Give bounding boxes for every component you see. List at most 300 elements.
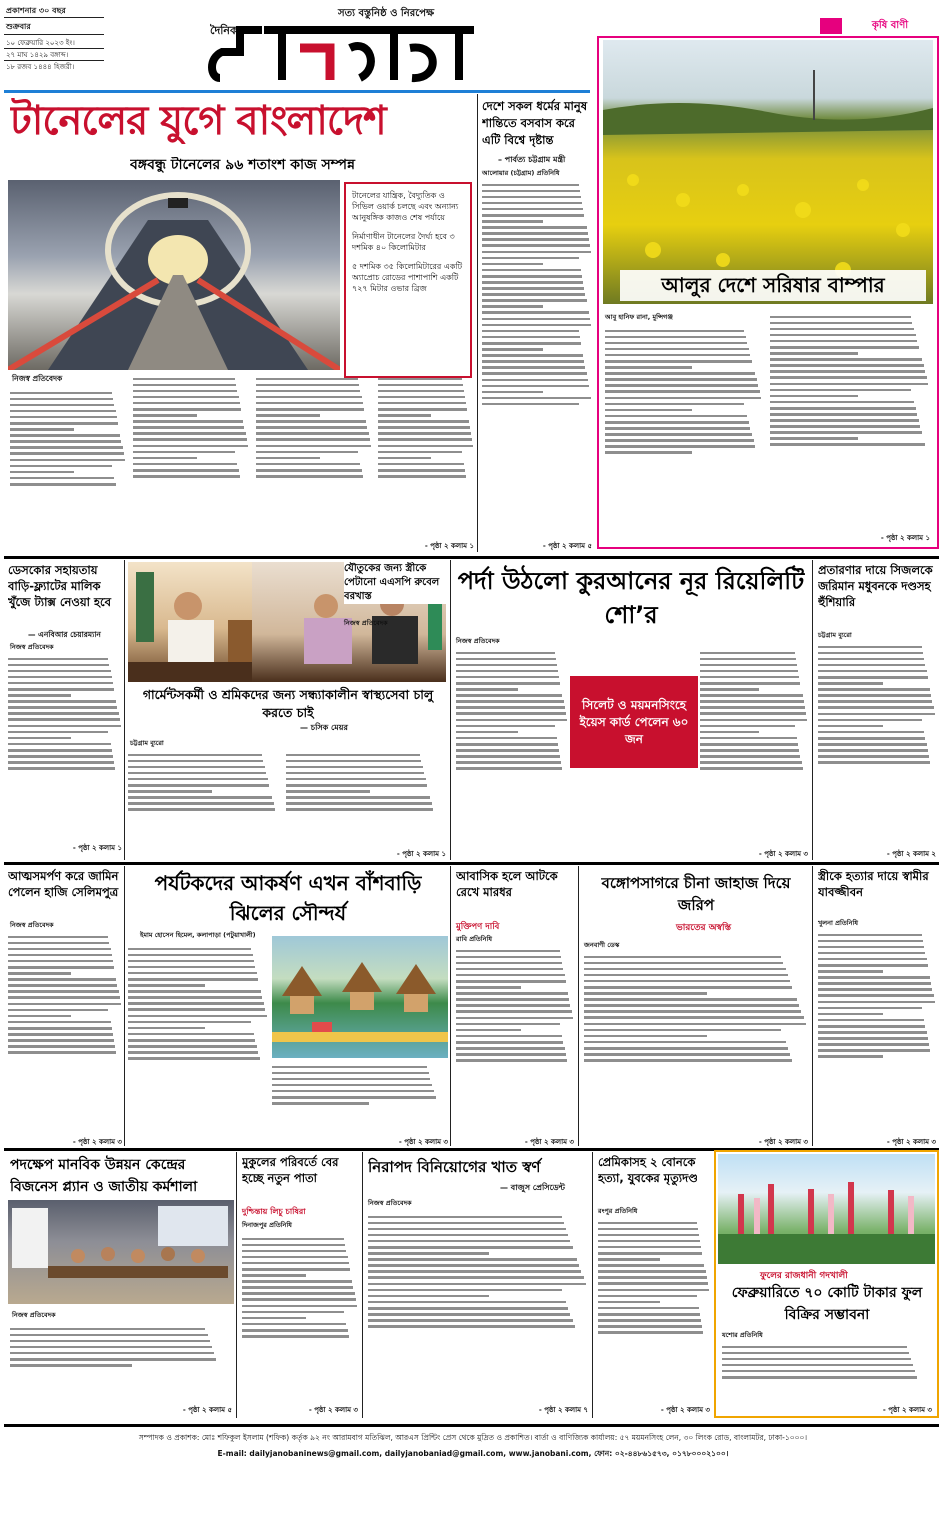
text-line [378, 438, 472, 441]
lead-body [133, 374, 249, 546]
text-line [770, 322, 912, 325]
text-line [8, 954, 112, 957]
text-line [456, 719, 567, 722]
text-line [242, 1262, 349, 1265]
workshop-photo [8, 1200, 234, 1304]
text-line [482, 299, 587, 302]
peace-headline: দেশে সকল ধর্মের মানুষ শান্তিতে বসবাস করে এটি বিশ্বে দৃষ্টান্ত [482, 99, 588, 147]
text-line [456, 731, 518, 734]
text-line [368, 1216, 562, 1219]
quran-box-text: সিলেট ও ময়মনসিংহে ইয়েস কার্ড পেলেন ৬০ জন [579, 697, 689, 746]
text-line [482, 311, 589, 314]
text-line [818, 658, 924, 661]
text-line [133, 457, 197, 460]
mukul-continued: - পৃষ্ঠা ২ কলাম ৩ [308, 1406, 358, 1414]
text-line [482, 372, 587, 375]
text-line [133, 402, 240, 405]
text-line [700, 652, 795, 655]
text-line [598, 1307, 699, 1310]
text-line [128, 990, 261, 993]
text-line [584, 1029, 781, 1032]
text-line [598, 1325, 702, 1328]
text-line [818, 1031, 927, 1034]
desco-byline: নিজস্ব প্রতিবেদক [10, 643, 54, 651]
text-line [8, 749, 112, 752]
text-line [456, 986, 521, 989]
ransom-sub: মুক্তিপণ দাবি [456, 922, 500, 932]
text-line [818, 1019, 924, 1022]
desco-continued: - পৃষ্ঠা ২ কলাম ১ [72, 844, 122, 852]
text-line [128, 784, 269, 787]
text-line [378, 451, 462, 454]
text-line [722, 1376, 917, 1379]
date-english: ১০ ফেব্রুয়ারি ২০২৩ ইং। [6, 39, 75, 47]
fine-byline: চট্টগ্রাম ব্যুরো [818, 631, 852, 639]
text-line [818, 652, 923, 655]
text-line [700, 755, 800, 758]
text-line [722, 1364, 913, 1367]
text-line [770, 425, 920, 428]
text-line [598, 1222, 697, 1225]
text-line [818, 1025, 925, 1028]
text-line [133, 445, 248, 448]
text-line [482, 342, 581, 345]
garments-source: — চসিক মেয়র [300, 723, 348, 732]
text-line [8, 725, 121, 728]
lead-headline: টানেলের যুগে বাংলাদেশ [10, 98, 386, 144]
text-line [256, 445, 371, 448]
text-line [456, 950, 560, 953]
text-line [584, 1023, 806, 1026]
text-line [8, 712, 119, 715]
fine-body [818, 642, 936, 842]
text-line [818, 670, 927, 673]
text-line [605, 390, 760, 393]
mukul-sub: দুশ্চিন্তায় লিচু চাষিরা [242, 1207, 306, 1216]
text-line [482, 257, 579, 260]
text-line [818, 713, 935, 716]
text-line [818, 706, 934, 709]
text-line [818, 940, 923, 943]
text-line [8, 990, 119, 993]
text-line [133, 390, 237, 393]
text-line [482, 324, 591, 327]
ransom-body [456, 946, 574, 1132]
text-line [770, 437, 858, 440]
text-line [584, 956, 781, 959]
text-line [818, 682, 883, 685]
text-line [818, 952, 925, 955]
text-line [133, 432, 246, 435]
text-line [818, 731, 924, 734]
text-line [584, 974, 788, 977]
text-line [368, 1289, 562, 1292]
mustard-headline: আলুর দেশে সরিষার বাম্পার [620, 270, 926, 301]
text-line [818, 976, 930, 979]
text-line [770, 352, 858, 355]
text-line [770, 389, 911, 392]
text-line [456, 761, 561, 764]
text-line [605, 342, 747, 345]
lake-resort-photo [272, 936, 448, 1058]
text-line [818, 700, 932, 703]
peace-source: – পার্বত্য চট্টগ্রাম মন্ত্রী [498, 155, 566, 164]
text-line [818, 994, 934, 997]
text-line [242, 1238, 344, 1241]
quran-byline: নিজস্ব প্রতিবেদক [456, 637, 500, 645]
text-line [8, 1015, 71, 1018]
text-line [128, 972, 257, 975]
lead-byline: নিজস্ব প্রতিবেদক [12, 374, 63, 383]
text-line [700, 676, 799, 679]
text-line [272, 1072, 429, 1075]
ransom-byline: রাবি প্রতিনিধি [456, 935, 493, 943]
text-line [133, 384, 236, 387]
text-line [700, 719, 807, 722]
text-line [722, 1352, 909, 1355]
tourism-body [128, 944, 268, 1132]
flower-byline: যশোর প্রতিনিধি [722, 1331, 763, 1339]
tourism-body [272, 1062, 448, 1132]
text-line [818, 970, 883, 973]
text-line [722, 1358, 911, 1361]
peace-byline: আলোয়ার (চট্টগ্রাম) প্রতিনিধি [482, 169, 560, 177]
gold-source: — বাজুস প্রেসিডেন্ট [500, 1183, 565, 1192]
text-line [700, 700, 804, 703]
text-line [286, 796, 430, 799]
text-line [128, 1051, 258, 1054]
text-line [272, 1096, 436, 1099]
text-line [368, 1234, 568, 1237]
text-line [10, 471, 74, 474]
text-line [700, 761, 802, 764]
text-line [456, 755, 560, 758]
text-line [133, 451, 235, 454]
text-line [378, 445, 473, 448]
quran-body [456, 648, 568, 842]
text-line [8, 1003, 121, 1006]
text-line [10, 1334, 208, 1337]
text-line [128, 772, 266, 775]
text-line [128, 996, 262, 999]
text-line [700, 694, 803, 697]
text-line [378, 457, 431, 460]
text-line [584, 992, 707, 995]
garments-body [128, 750, 280, 846]
text-line [128, 1002, 264, 1005]
text-line [256, 402, 363, 405]
text-line [598, 1295, 697, 1298]
text-line [256, 475, 363, 478]
text-line [256, 396, 362, 399]
text-line [482, 232, 588, 235]
text-line [482, 379, 588, 382]
text-line [378, 378, 462, 381]
text-line [456, 706, 565, 709]
text-line [8, 755, 113, 758]
text-line [378, 469, 465, 472]
text-line [133, 420, 243, 423]
text-line [818, 749, 928, 752]
text-line [605, 366, 692, 369]
text-line [242, 1335, 349, 1338]
text-line [770, 346, 919, 349]
text-line [598, 1264, 704, 1267]
text-line [605, 427, 750, 430]
text-line [128, 978, 258, 981]
text-line [456, 974, 565, 977]
footer-imprint: সম্পাদক ও প্রকাশক: মোঃ শফিকুল ইসলাম (শফিক) কর্তৃক ৯২ নং আরামবাগ মতিঝিল, আরএস প্রিন্টিং প্রেস থেকে মুদ্রিত ও প্রকাশিত। বার্তা ও বাণিজ্যিক কার্যালয়: ৫৭ ময়মনসিংহ লেন, ৩০ লিংক রোড, বাংলামটর, ঢাকা-১০০০। [138, 1433, 808, 1442]
text-line [818, 755, 929, 758]
tourism-continued: - পৃষ্ঠা ২ কলাম ৩ [398, 1138, 448, 1146]
text-line [770, 407, 916, 410]
text-line [818, 737, 925, 740]
text-line [700, 682, 800, 685]
bail-headline: আত্মসমর্পণ করে জামিন পেলেন হাজি সেলিমপুত্র [8, 869, 119, 899]
text-line [598, 1246, 701, 1249]
text-line [378, 396, 465, 399]
lead-fact-box [344, 182, 472, 378]
chinese-sub: ভারতের অস্বস্তি [676, 923, 732, 933]
date-bangla: ২৭ মাঘ ১৪২৯ বঙ্গাব্দ। [6, 51, 69, 59]
text-line [256, 408, 364, 411]
text-line [700, 725, 795, 728]
desco-headline: ডেসকোর সহায়তায় বাড়ি-ফ্ল্যাটের মালিক খুঁজে ট্যাক্স নেওয়া হবে [8, 563, 112, 609]
text-line [605, 372, 755, 375]
quran-highlight-box [570, 676, 698, 768]
tunnel-photo [8, 180, 340, 370]
text-line [818, 1055, 883, 1058]
text-line [8, 737, 71, 740]
text-line [584, 1016, 804, 1019]
text-line [272, 1078, 430, 1081]
daily-label: দৈনিক [210, 24, 238, 37]
text-line [598, 1276, 707, 1279]
text-line [770, 358, 922, 361]
murder-byline: খুলনা প্রতিনিধি [818, 919, 858, 927]
text-line [128, 960, 254, 963]
text-line [286, 784, 427, 787]
text-line [605, 397, 761, 400]
text-line [368, 1246, 573, 1249]
text-line [456, 1004, 570, 1007]
text-line [10, 446, 123, 449]
text-line [456, 700, 564, 703]
text-line [818, 1043, 929, 1046]
flower-continued: - পৃষ্ঠা ২ কলাম ৩ [882, 1406, 932, 1414]
text-line [605, 451, 692, 454]
text-line [8, 706, 117, 709]
text-line [10, 434, 120, 437]
text-line [256, 463, 360, 466]
garments-byline: চট্টগ্রাম ব্যুরো [130, 739, 164, 747]
text-line [368, 1276, 584, 1279]
text-line [10, 483, 116, 486]
mustard-continued: - পৃষ্ঠা ২ কলাম ১ [880, 534, 930, 542]
text-line [368, 1283, 586, 1286]
text-line [605, 336, 746, 339]
text-line [128, 1033, 254, 1036]
text-line [8, 682, 113, 685]
text-line [770, 316, 911, 319]
text-line [133, 475, 240, 478]
text-line [8, 700, 116, 703]
text-line [10, 404, 114, 407]
text-line [482, 281, 583, 284]
text-line [456, 998, 569, 1001]
text-line [256, 457, 320, 460]
text-line [378, 402, 466, 405]
text-line [8, 984, 117, 987]
text-line [605, 445, 755, 448]
fact-item: টানেলের যান্ত্রিক, বৈদ্যুতিক ও সিভিল ওয়ার্ক চলছে এবং অন্যান্য আনুষঙ্গিক কাজও শেষ পর্যায়ে [352, 191, 459, 222]
fact-item: নির্মাণাধীন টানেলের দৈর্ঘ্য হবে ৩ দশমিক ৪০ কিলোমিটার [352, 232, 455, 252]
text-line [818, 1001, 935, 1004]
text-line [128, 984, 205, 987]
text-line [128, 754, 262, 757]
text-line [378, 463, 464, 466]
text-line [700, 743, 798, 746]
text-line [482, 403, 579, 406]
mukul-byline: দিনাজপুর প্রতিনিধি [242, 1221, 292, 1229]
text-line [700, 712, 806, 715]
chinese-byline: জনবাণী ডেস্ক [584, 941, 620, 949]
ransom-continued: - পৃষ্ঠা ২ কলাম ৩ [524, 1138, 574, 1146]
text-line [368, 1313, 570, 1316]
text-line [128, 1008, 265, 1011]
text-line [598, 1234, 699, 1237]
text-line [456, 688, 518, 691]
text-line [8, 978, 116, 981]
text-line [8, 743, 111, 746]
text-line [482, 214, 584, 217]
text-line [133, 469, 239, 472]
text-line [10, 416, 117, 419]
text-line [770, 364, 924, 367]
text-line [456, 676, 559, 679]
text-line [128, 1057, 260, 1060]
text-line [10, 398, 113, 401]
dowry-byline: নিজস্ব প্রতিবেদক [344, 619, 388, 627]
text-line [286, 778, 426, 781]
text-line [598, 1270, 706, 1273]
text-line [818, 676, 928, 679]
text-line [482, 208, 583, 211]
text-line [378, 414, 431, 417]
fine-continued: - পৃষ্ঠা ২ কলাম ২ [886, 850, 936, 858]
text-line [482, 397, 591, 400]
footer-contact: E-mail: dailyjanobaninews@gmail.com, dailyjanobaniad@gmail.com, www.janobani.com, ফোন: ০২-৪৪৮৬১৫৭৩, ০১৭৮০০০২১০০। [217, 1449, 729, 1458]
text-line [818, 1049, 930, 1052]
text-line [10, 1328, 205, 1331]
text-line [368, 1301, 566, 1304]
text-line [456, 670, 558, 673]
text-line [482, 336, 580, 339]
gold-body [368, 1212, 588, 1402]
text-line [456, 694, 562, 697]
text-line [10, 1364, 132, 1367]
text-line [10, 477, 114, 480]
text-line [286, 760, 421, 763]
text-line [456, 1017, 573, 1020]
gladiolus-photo [718, 1154, 935, 1264]
gold-byline: নিজস্ব প্রতিবেদক [368, 1199, 412, 1207]
text-line [482, 190, 580, 193]
text-line [128, 778, 268, 781]
text-line [818, 934, 922, 937]
text-line [482, 238, 589, 241]
text-line [584, 962, 783, 965]
text-line [818, 761, 930, 764]
text-line [482, 220, 543, 223]
text-line [482, 385, 589, 388]
text-line [722, 1346, 907, 1349]
padakkhep-headline: পদক্ষেপ মানবিক উন্নয়ন কেন্দ্রের বিজনেস প্ল্যান ও জাতীয় কর্মশালা [10, 1157, 198, 1195]
text-line [818, 719, 922, 722]
text-line [482, 366, 585, 369]
text-line [605, 360, 752, 363]
text-line [770, 431, 922, 434]
text-line [818, 1013, 883, 1016]
text-line [818, 1037, 928, 1040]
text-line [368, 1295, 489, 1298]
text-line [605, 354, 750, 357]
text-line [256, 384, 359, 387]
text-line [818, 664, 925, 667]
text-line [128, 954, 253, 957]
text-line [256, 420, 366, 423]
tourism-byline: ইমাম হোসেন হিমেল, কলাপাড়া (পটুয়াখালী) [140, 931, 256, 939]
text-line [10, 452, 124, 455]
bail-body [8, 932, 122, 1132]
text-line [242, 1244, 345, 1247]
text-line [286, 766, 423, 769]
text-line [700, 731, 759, 734]
chinese-body [584, 952, 808, 1132]
text-line [272, 1090, 434, 1093]
text-line [8, 966, 114, 969]
text-line [456, 1041, 563, 1044]
text-line [256, 451, 358, 454]
text-line [272, 1084, 432, 1087]
text-line [482, 330, 579, 333]
text-line [482, 354, 583, 357]
peace-continued: - পৃষ্ঠা ২ কলাম ৫ [542, 542, 592, 550]
text-line [456, 1029, 521, 1032]
text-line [456, 658, 556, 661]
text-line [378, 408, 467, 411]
text-line [818, 988, 932, 991]
desco-source: — এনবিআর চেয়ারম্যান [28, 630, 101, 639]
text-line [242, 1268, 350, 1271]
text-line [598, 1258, 660, 1261]
text-line [605, 330, 744, 333]
dowry-headline: যৌতুকের জন্য স্ত্রীকে পেটানো এএসপি রুবেল বরখাস্ত [344, 562, 446, 604]
text-line [482, 275, 582, 278]
text-line [286, 808, 433, 811]
garments-continued: - পৃষ্ঠা ২ কলাম ১ [396, 850, 446, 858]
text-line [818, 725, 883, 728]
text-line [456, 737, 557, 740]
text-line [770, 401, 914, 404]
text-line [700, 767, 803, 770]
masthead-tagline: সত্য বস্তুনিষ্ঠ ও নিরপেক্ষ [338, 8, 435, 19]
text-line [482, 184, 579, 187]
text-line [10, 410, 116, 413]
text-line [128, 1015, 267, 1018]
text-line [10, 1352, 214, 1355]
text-line [482, 263, 543, 266]
